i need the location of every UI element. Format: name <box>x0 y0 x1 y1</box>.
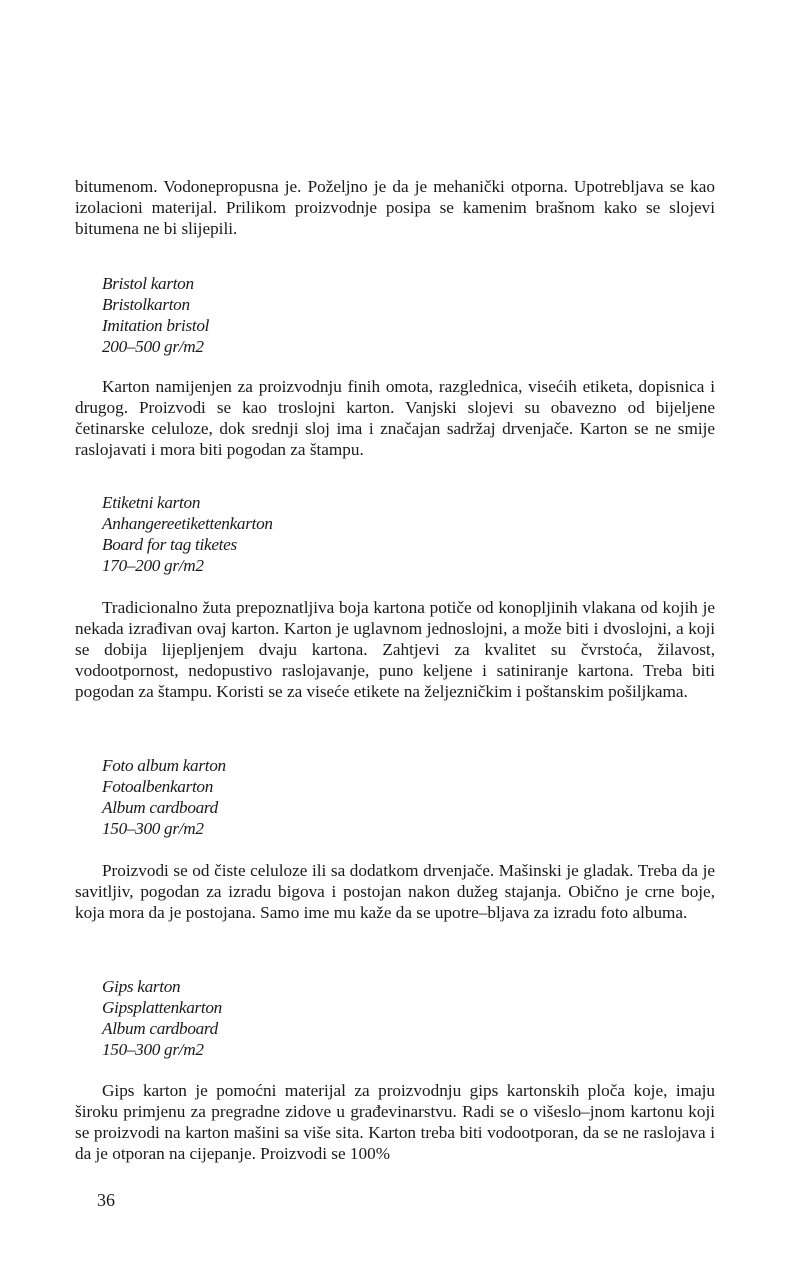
entry-gips-karton <box>102 976 222 1060</box>
entry-name-german: Fotoalbenkarton <box>102 777 214 796</box>
entry-name-local: Bristol karton <box>102 274 194 293</box>
entry-name-english: Album cardboard <box>102 1019 218 1038</box>
entry-name-local: Etiketni karton <box>102 493 201 512</box>
paragraph-etiketni: Tradicionalno žuta prepoznatljiva boja kartona potiče od konopljinih vlakana od kojih je nekada izrađivan ovaj karton. Karton je uglavnom jednoslojni, a može biti i dvoslojni, a koji se dobija lijepljenjem dvaju kartona. Zahtjevi za kvalitet su čvrstoća, žilavost, vodootpornost, nedopustivo raslojavanje, puno keljene i satiniranje kartona. Treba biti pogodan za štampu. Koristi se za viseće etikete na željezničkim i poštanskim pošiljkama. <box>75 598 715 701</box>
entry-name-german: Gipsplattenkarton <box>102 998 222 1017</box>
entry-name-local: Foto album karton <box>102 756 226 775</box>
paragraph-bitumen: bitumenom. Vodonepropusna je. Poželjno je da je mehanički otporna. Upotrebljava se kao izolacioni materijal. Prilikom proizvodnje posipa se kamenim brašnom kako se slojevi bitumena ne bi slijepili. <box>75 177 715 238</box>
entry-grammage: 170–200 gr/m2 <box>102 556 204 575</box>
entry-grammage: 150–300 gr/m2 <box>102 1040 204 1059</box>
paragraph-foto-album: Proizvodi se od čiste celuloze ili sa dodatkom drvenjače. Mašinski je gladak. Treba da je savitljiv, pogodan za izradu bigova i postojan nakon dužeg stajanja. Obično je crne boje, koja mora da je postojana. Samo ime mu kaže da se upotre–bljava za izradu foto albuma. <box>75 861 715 922</box>
entry-grammage: 200–500 gr/m2 <box>102 337 204 356</box>
page-number: 36 <box>97 1190 115 1210</box>
entry-name-german: Anhangereetikettenkarton <box>102 514 273 533</box>
entry-name-german: Bristolkarton <box>102 295 190 314</box>
paragraph-gips: Gips karton je pomoćni materijal za proizvodnju gips kartonskih ploča koje, imaju široku primjenu za pregradne zidove u građevinarstvu. Radi se o višeslo–jnom kartonu koji se proizvodi na karton mašini sa više sita. Karton treba biti vodootporan, da se ne raslojava i da je otporan na cijepanje. Proizvodi se 100% <box>75 1081 715 1163</box>
entry-grammage: 150–300 gr/m2 <box>102 819 204 838</box>
entry-name-english: Board for tag tiketes <box>102 535 237 554</box>
entry-bristol-karton <box>102 273 209 357</box>
entry-name-english: Imitation bristol <box>102 316 210 335</box>
paragraph-bristol: Karton namijenjen za proizvodnju finih omota, razglednica, visećih etiketa, dopisnica i drugog. Proizvodi se kao troslojni karton. Vanjski slojevi su obavezno od bijeljene četinarske celuloze, dok srednji sloj ima i značajan sadržaj drvenjače. Karton se ne smije raslojavati i mora biti pogodan za štampu. <box>75 377 715 459</box>
entry-name-english: Album cardboard <box>102 798 218 817</box>
entry-foto-album-karton <box>102 755 226 839</box>
entry-etiketni-karton <box>102 492 273 576</box>
entry-name-local: Gips karton <box>102 977 181 996</box>
